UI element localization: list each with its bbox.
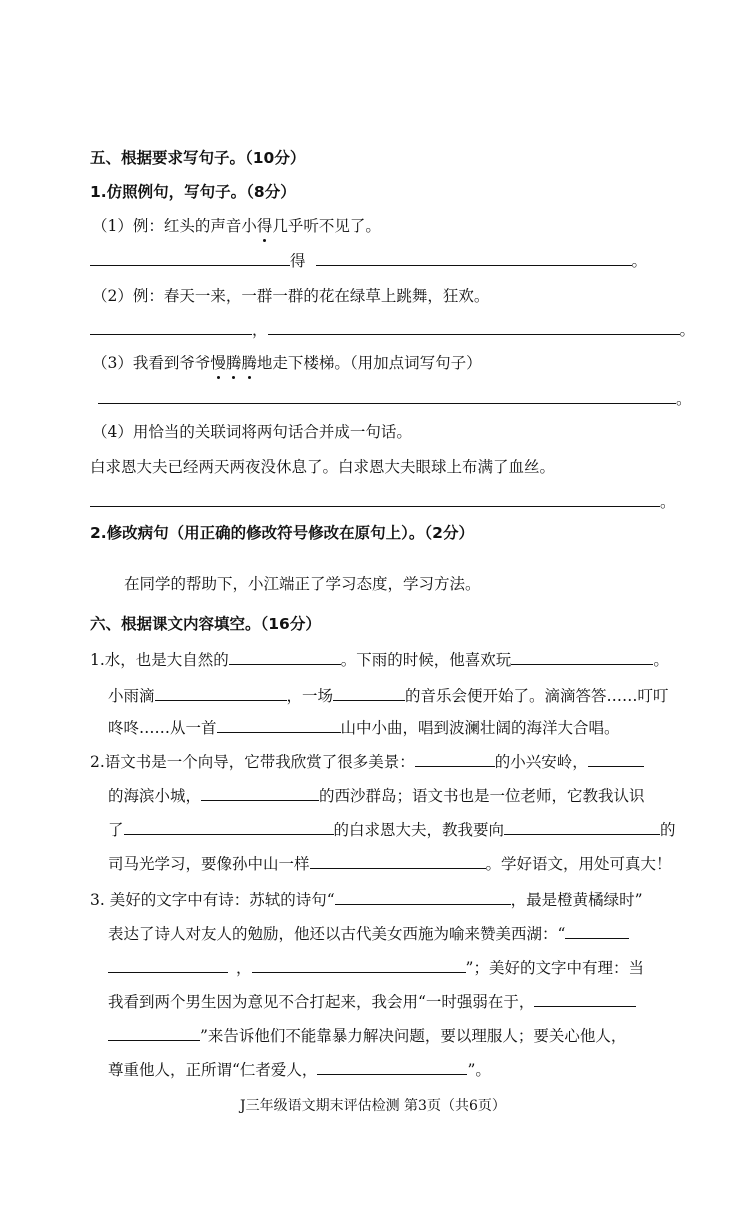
q6-3-line3: ， ”；美好的文字中有理：当 (108, 958, 644, 978)
period: 。 (631, 252, 648, 270)
q5-2-sentence: 在同学的帮助下，小江端正了学习态度，学习方法。 (124, 575, 481, 593)
period: 。 (679, 321, 696, 339)
q6-2-line3: 了 的白求恩大夫，教我要向 的 (108, 821, 676, 839)
answer-blank[interactable] (90, 251, 290, 266)
answer-blank[interactable] (316, 251, 632, 266)
q6-2-line1: 2.语文书是一个向导，它带我欣赏了很多美景： 的小兴安岭， (90, 752, 644, 772)
answer-blank[interactable] (201, 786, 319, 801)
q6-2-line4: 司马光学习，要像孙中山一样 。学好语文，用处可真大！ (108, 855, 672, 873)
answer-blank[interactable] (90, 320, 252, 335)
dotted-char: 腾 (241, 354, 257, 372)
answer-blank[interactable] (310, 854, 486, 869)
answer-blank[interactable] (333, 686, 405, 701)
answer-blank[interactable] (504, 820, 660, 835)
q6-3-line5: ”来告诉他们不能靠暴力解决问题，要以理服人；要关心他人， (108, 1026, 626, 1046)
q5-1-item4-answer-line (90, 492, 676, 512)
answer-blank[interactable] (335, 890, 511, 905)
answer-blank[interactable] (565, 924, 629, 939)
answer-blank[interactable] (268, 320, 680, 335)
q6-3-line2: 表达了诗人对友人的勉励，他还以古代美女西施为喻来赞美西湖：“ (108, 924, 629, 944)
answer-blank[interactable] (511, 650, 653, 665)
period: 。 (676, 390, 692, 408)
answer-blank[interactable] (124, 820, 334, 835)
answer-blank[interactable] (217, 718, 341, 733)
q5-2-title: 2.修改病句（用正确的修改符号修改在原句上）。（2分） (90, 524, 474, 542)
q5-1-title: 1.仿照例句，写句子。（8分） (90, 183, 296, 201)
dotted-char: 慢 (210, 354, 226, 372)
answer-blank[interactable] (415, 752, 495, 767)
q6-1-line2: 小雨滴 ，一场 的音乐会便开始了。滴滴答答……叮叮 (108, 687, 669, 705)
section-5-heading: 五、根据要求写句子。（10分） (90, 149, 306, 167)
answer-blank[interactable] (90, 492, 660, 507)
q5-1-item2-example: （2）例：春天一来，一群一群的花在绿草上跳舞，狂欢。 (92, 287, 490, 305)
comma: ， (252, 321, 268, 339)
q5-1-item1-example (92, 216, 381, 236)
page-footer: J三年级语文期末评估检测 第3页（共6页） (240, 1098, 506, 1114)
q5-1-item4-prompt: （4）用恰当的关联词将两句话合并成一句话。 (92, 423, 412, 441)
answer-blank[interactable] (98, 389, 676, 404)
q6-2-line2: 的海滨小城， 的西沙群岛；语文书也是一位老师，它教我认识 (108, 787, 645, 805)
section-6-heading: 六、根据课文内容填空。（16分） (90, 615, 321, 633)
dotted-char: 腾 (225, 354, 242, 372)
item3-post: 地走下楼梯。（用加点词写句子） (256, 354, 482, 372)
item1-post: 几乎听不见了。 (272, 217, 381, 235)
q6-1-line3: 咚咚……从一首 山中小曲，唱到波澜壮阔的海洋大合唱。 (108, 719, 620, 737)
item3-pre: （3）我看到爷爷 (92, 354, 211, 372)
q5-1-item3-answer-line (98, 389, 692, 409)
answer-blank[interactable] (534, 992, 636, 1007)
q6-3-line4: 我看到两个男生因为意见不合打起来，我会用“一时强弱在于， (108, 992, 636, 1012)
answer-blank[interactable] (317, 1060, 467, 1075)
answer-blank[interactable] (588, 752, 644, 767)
item1-pre: （1）例：红头的声音小 (92, 217, 257, 235)
q5-1-item3-prompt (92, 353, 482, 373)
q5-1-item2-answer-line (90, 320, 695, 340)
answer-blank[interactable] (155, 686, 287, 701)
mid-char: 得 (290, 252, 306, 270)
answer-blank[interactable] (108, 958, 228, 973)
q6-3-line1: 3. 美好的文字中有诗：苏轼的诗句“ ，最是橙黄橘绿时” (90, 891, 643, 909)
period: 。 (660, 493, 676, 511)
answer-blank[interactable] (229, 650, 341, 665)
q5-1-item1-answer-line (90, 251, 647, 271)
q6-3-line6: 尊重他人，正所谓“仁者爱人， ”。 (108, 1061, 491, 1079)
q5-1-item4-sentence: 白求恩大夫已经两天两夜没休息了。白求恩大夫眼球上布满了血丝。 (90, 458, 556, 476)
q6-1-line1: 1.水，也是大自然的 。下雨的时候，他喜欢玩 。 (90, 651, 669, 669)
answer-blank[interactable] (252, 958, 466, 973)
dotted-char: 得 (256, 217, 273, 235)
answer-blank[interactable] (108, 1026, 200, 1041)
